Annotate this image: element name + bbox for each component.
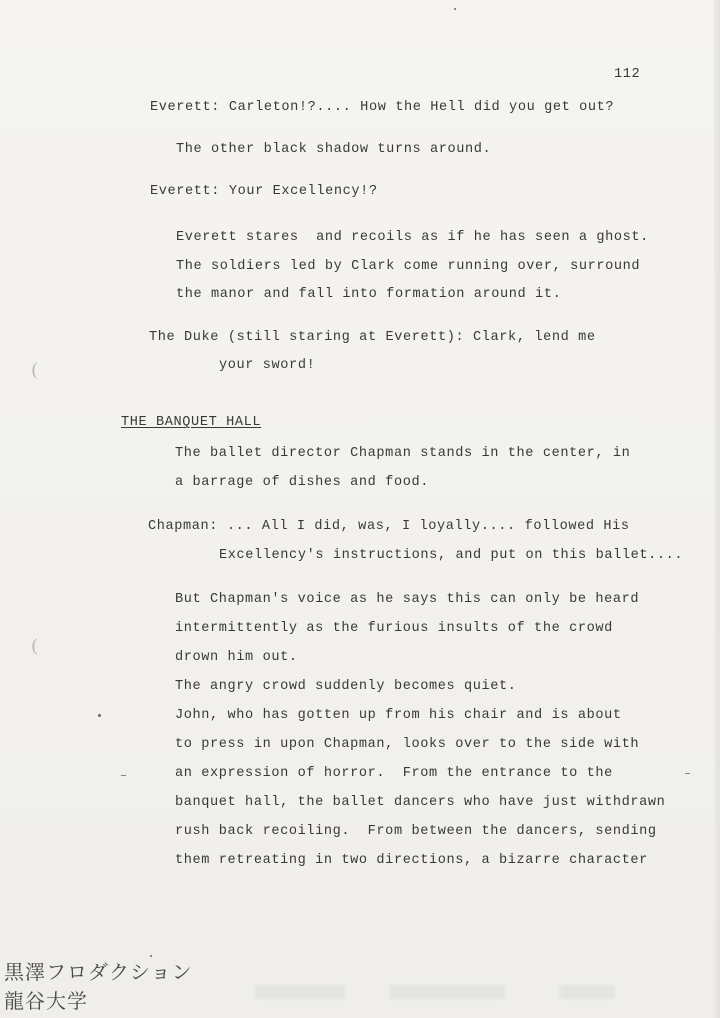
action-line: banquet hall, the ballet dancers who have just withdrawn bbox=[175, 795, 666, 810]
action-line: Everett stares and recoils as if he has seen a ghost. bbox=[176, 230, 649, 245]
dialogue-everett-2: Everett: Your Excellency!? bbox=[150, 184, 378, 199]
margin-punch-mark: ( bbox=[31, 360, 39, 381]
action-line: The ballet director Chapman stands in the center, in bbox=[175, 446, 631, 461]
scene-heading: THE BANQUET HALL bbox=[121, 415, 262, 430]
action-line: an expression of horror. From the entrance to the bbox=[175, 766, 613, 781]
action-line: a barrage of dishes and food. bbox=[175, 475, 429, 490]
dialogue-duke: The Duke (still staring at Everett): Clark, lend me bbox=[149, 330, 596, 345]
action-line: rush back recoiling. From between the dancers, sending bbox=[175, 824, 657, 839]
dialogue-chapman-continued: Excellency's instructions, and put on this ballet.... bbox=[219, 548, 684, 563]
show-through-bleed bbox=[390, 985, 505, 999]
margin-tick bbox=[685, 773, 690, 774]
dialogue-everett-1: Everett: Carleton!?.... How the Hell did you get out? bbox=[150, 100, 615, 115]
action-line: The soldiers led by Clark come running over, surround bbox=[176, 259, 641, 274]
action-line: drown him out. bbox=[175, 650, 298, 665]
show-through-bleed bbox=[560, 985, 615, 999]
action-line: to press in upon Chapman, looks over to the side with bbox=[175, 737, 640, 752]
watermark-line-2: 龍谷大学 bbox=[4, 989, 88, 1013]
dialogue-chapman: Chapman: ... All I did, was, I loyally.... followed His bbox=[148, 519, 630, 534]
action-line: them retreating in two directions, a bizarre character bbox=[175, 853, 648, 868]
action-line: intermittently as the furious insults of the crowd bbox=[175, 621, 613, 636]
margin-tick bbox=[121, 775, 126, 776]
action-line: John, who has gotten up from his chair and is about bbox=[175, 708, 622, 723]
page-number: 112 bbox=[614, 67, 641, 82]
page-edge bbox=[714, 0, 720, 1018]
margin-punch-mark: ( bbox=[31, 636, 39, 657]
watermark-line-1: 黒澤フロダクション bbox=[4, 960, 193, 984]
show-through-bleed bbox=[255, 985, 345, 999]
action-line: But Chapman's voice as he says this can only be heard bbox=[175, 592, 640, 607]
action-line: The other black shadow turns around. bbox=[176, 142, 492, 157]
action-line: The angry crowd suddenly becomes quiet. bbox=[175, 679, 517, 694]
action-line: the manor and fall into formation around it. bbox=[176, 287, 562, 302]
dialogue-duke-continued: your sword! bbox=[219, 358, 316, 373]
archive-watermark bbox=[4, 958, 193, 1016]
ink-speck bbox=[150, 955, 152, 957]
ink-speck bbox=[98, 714, 101, 717]
ink-speck bbox=[454, 8, 456, 10]
